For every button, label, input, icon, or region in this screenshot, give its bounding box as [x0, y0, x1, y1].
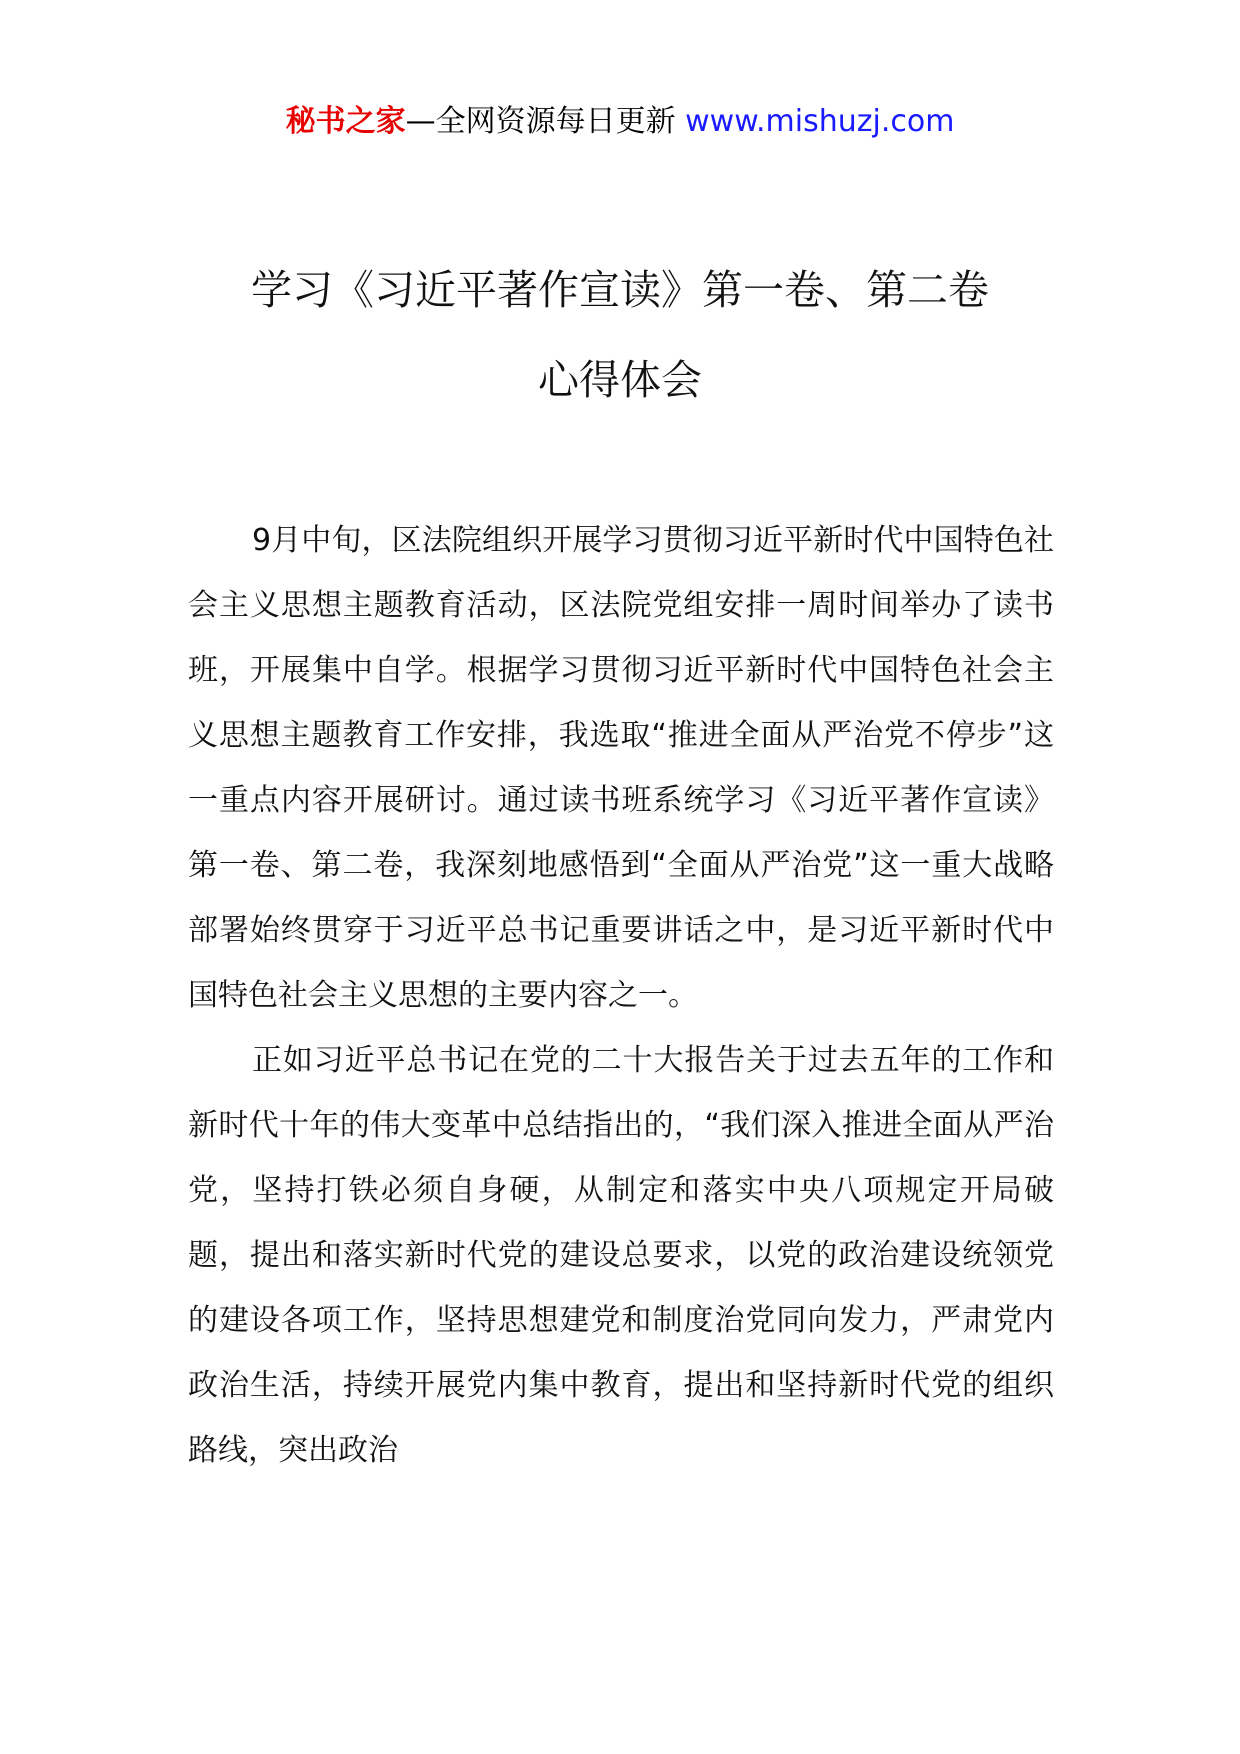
site-brand: 秘书之家	[285, 104, 406, 139]
title-line-2: 心得体会	[538, 356, 702, 404]
body-paragraph-2: 正如习近平总书记在党的二十大报告关于过去五年的工作和新时代十年的伟大变革中总结指出的，“我们深入推进全面从严治党，坚持打铁必须自身硬，从制定和落实中央八项规定开局破题，提出和落实新时代党的建设总要求，以党的政治建设统领党的建设各项工作，坚持思想建党和制度治党同向发力，严肃党内政治生活，持续开展党内集中教育，提出和坚持新时代党的组织路线，突出政治	[188, 1043, 1054, 1468]
body-paragraph-1: 9月中旬，区法院组织开展学习贯彻习近平新时代中国特色社会主义思想主题教育活动，区法院党组安排一周时间举办了读书班，开展集中自学。根据学习贯彻习近平新时代中国特色社会主义思想主题教育工作安排，我选取“推进全面从严治党不停步”这一重点内容开展研讨。通过读书班系统学习《习近平著作宣读》第一卷、第二卷，我深刻地感悟到“全面从严治党”这一重大战略部署始终贯穿于习近平总书记重要讲话之中，是习近平新时代中国特色社会主义思想的主要内容之一。	[188, 523, 1054, 1013]
document-body	[188, 508, 1054, 1483]
site-url-link[interactable]: www.mishuzj.com	[685, 104, 955, 139]
site-slogan: —全网资源每日更新	[405, 104, 676, 139]
title-line-1: 学习《习近平著作宣读》第一卷、第二卷	[251, 266, 989, 314]
site-header	[0, 100, 1240, 144]
document-title	[160, 245, 1080, 425]
